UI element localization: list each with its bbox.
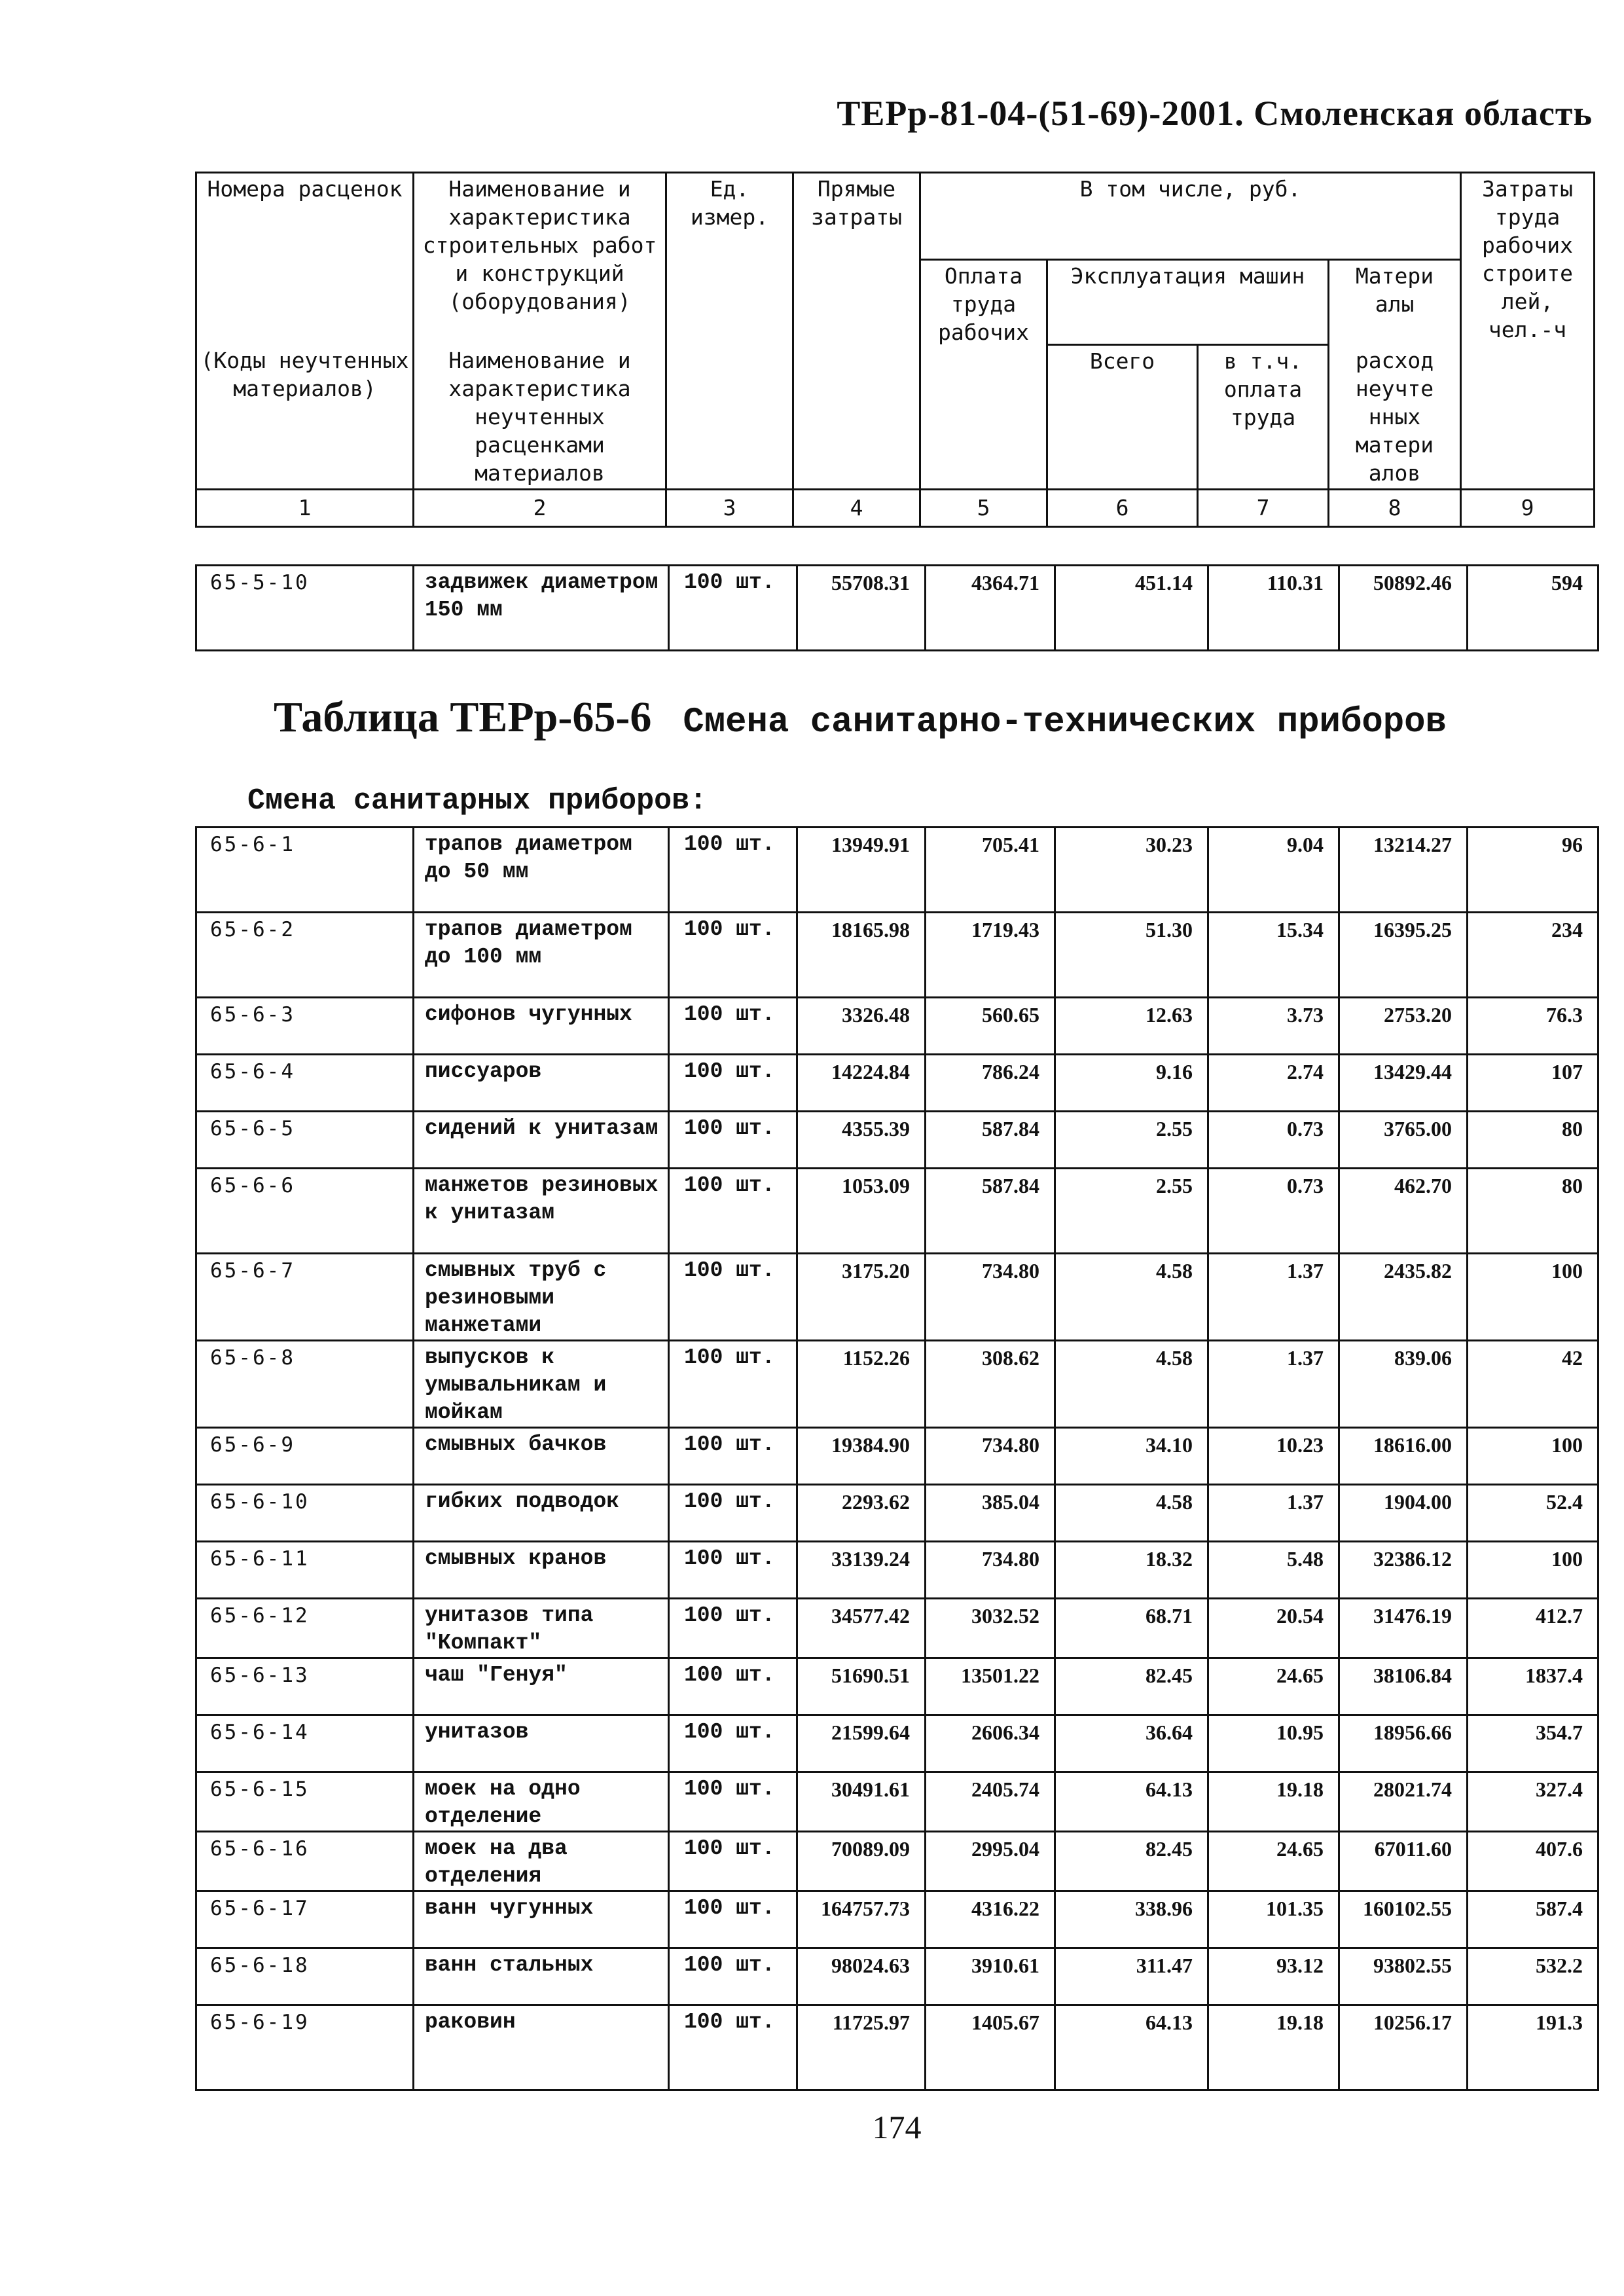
materials: 13214.27 (1339, 828, 1468, 913)
labor-hours: 191.3 (1468, 2005, 1598, 2090)
labor-pay: 587.84 (926, 1169, 1055, 1254)
table-row (196, 1341, 1598, 1428)
machines-total: 64.13 (1055, 1772, 1208, 1832)
page-number: 174 (872, 2109, 922, 2145)
table-row (196, 913, 1598, 998)
work-name: манжетов резиновых к унитазам (414, 1169, 669, 1254)
labor-pay: 705.41 (926, 828, 1055, 913)
rate-code: 65-6-1 (196, 828, 414, 913)
machines-total: 4.58 (1055, 1254, 1208, 1341)
labor-pay: 3910.61 (926, 1948, 1055, 2005)
header-name: Наименование и характеристика строительных работ и конструкций (оборудования) (414, 173, 666, 345)
work-name: моек на два отделения (414, 1832, 669, 1891)
materials: 462.70 (1339, 1169, 1468, 1254)
machines-labor: 24.65 (1208, 1658, 1339, 1715)
column-number: 4 (793, 489, 920, 526)
previous-rows-table (195, 564, 1599, 651)
machines-total: 451.14 (1055, 566, 1208, 651)
unit: 100 шт. (669, 2005, 797, 2090)
machines-total: 51.30 (1055, 913, 1208, 998)
labor-hours: 354.7 (1468, 1715, 1598, 1772)
direct-costs: 2293.62 (797, 1485, 926, 1542)
unit: 100 шт. (669, 1891, 797, 1948)
machines-labor: 19.18 (1208, 1772, 1339, 1832)
table-row (196, 1772, 1598, 1832)
work-name: унитазов типа "Компакт" (414, 1599, 669, 1658)
rate-code: 65-6-11 (196, 1542, 414, 1599)
machines-total: 2.55 (1055, 1112, 1208, 1169)
direct-costs: 14224.84 (797, 1055, 926, 1112)
running-head: ТЕРр-81-04-(51-69)-2001. Смоленская область (837, 94, 1593, 133)
direct-costs: 30491.61 (797, 1772, 926, 1832)
work-name: сидений к унитазам (414, 1112, 669, 1169)
machines-labor: 2.74 (1208, 1055, 1339, 1112)
machines-labor: 5.48 (1208, 1542, 1339, 1599)
direct-costs: 4355.39 (797, 1112, 926, 1169)
unit: 100 шт. (669, 566, 797, 651)
work-name: смывных кранов (414, 1542, 669, 1599)
machines-total: 12.63 (1055, 998, 1208, 1055)
direct-costs: 164757.73 (797, 1891, 926, 1948)
labor-hours: 107 (1468, 1055, 1598, 1112)
header-machines-group: Эксплуатация машин (1047, 260, 1329, 345)
labor-pay: 2995.04 (926, 1832, 1055, 1891)
materials: 67011.60 (1339, 1832, 1468, 1891)
rate-code: 65-6-9 (196, 1428, 414, 1485)
labor-hours: 532.2 (1468, 1948, 1598, 2005)
rate-code: 65-5-10 (196, 566, 414, 651)
table-title: Смена санитарно-технических приборов (683, 702, 1447, 742)
machines-total: 4.58 (1055, 1341, 1208, 1428)
labor-pay: 560.65 (926, 998, 1055, 1055)
machines-labor: 101.35 (1208, 1891, 1339, 1948)
direct-costs: 3326.48 (797, 998, 926, 1055)
header-unaccounted-codes: (Коды неучтенных материалов) (196, 345, 414, 490)
unit: 100 шт. (669, 1948, 797, 2005)
work-name: выпусков к умывальникам и мойкам (414, 1341, 669, 1428)
materials: 16395.25 (1339, 913, 1468, 998)
labor-hours: 100 (1468, 1428, 1598, 1485)
labor-pay: 2606.34 (926, 1715, 1055, 1772)
column-number: 1 (196, 489, 414, 526)
unit: 100 шт. (669, 1658, 797, 1715)
labor-pay: 2405.74 (926, 1772, 1055, 1832)
direct-costs: 98024.63 (797, 1948, 926, 2005)
work-name: смывных бачков (414, 1428, 669, 1485)
materials: 10256.17 (1339, 2005, 1468, 2090)
table-row (196, 1169, 1598, 1254)
materials: 3765.00 (1339, 1112, 1468, 1169)
labor-pay: 385.04 (926, 1485, 1055, 1542)
materials: 32386.12 (1339, 1542, 1468, 1599)
labor-pay: 786.24 (926, 1055, 1055, 1112)
unit: 100 шт. (669, 1599, 797, 1658)
machines-total: 34.10 (1055, 1428, 1208, 1485)
materials: 1904.00 (1339, 1485, 1468, 1542)
header-unaccounted-materials: расход неучте нных матери алов (1329, 345, 1461, 490)
labor-hours: 587.4 (1468, 1891, 1598, 1948)
direct-costs: 70089.09 (797, 1832, 926, 1891)
header-including-group: В том числе, руб. (920, 173, 1461, 260)
rate-code: 65-6-4 (196, 1055, 414, 1112)
column-number: 5 (920, 489, 1047, 526)
labor-hours: 52.4 (1468, 1485, 1598, 1542)
table-row (196, 1428, 1598, 1485)
work-name: раковин (414, 2005, 669, 2090)
unit: 100 шт. (669, 1055, 797, 1112)
labor-pay: 3032.52 (926, 1599, 1055, 1658)
labor-hours: 96 (1468, 828, 1598, 913)
header-direct-costs: Прямые затраты (793, 173, 920, 490)
labor-hours: 42 (1468, 1341, 1598, 1428)
machines-labor: 3.73 (1208, 998, 1339, 1055)
column-number: 9 (1461, 489, 1595, 526)
direct-costs: 55708.31 (797, 566, 926, 651)
machines-labor: 15.34 (1208, 913, 1339, 998)
machines-total: 311.47 (1055, 1948, 1208, 2005)
unit: 100 шт. (669, 1169, 797, 1254)
header-machines-labor: в т.ч. оплата труда (1198, 345, 1329, 490)
rate-code: 65-6-7 (196, 1254, 414, 1341)
table-row (196, 566, 1598, 651)
column-number: 6 (1047, 489, 1198, 526)
labor-pay: 1405.67 (926, 2005, 1055, 2090)
machines-labor: 24.65 (1208, 1832, 1339, 1891)
unit: 100 шт. (669, 1112, 797, 1169)
labor-hours: 100 (1468, 1542, 1598, 1599)
work-name: ванн стальных (414, 1948, 669, 2005)
unit: 100 шт. (669, 1485, 797, 1542)
column-number: 8 (1329, 489, 1461, 526)
labor-hours: 80 (1468, 1112, 1598, 1169)
materials: 2753.20 (1339, 998, 1468, 1055)
machines-total: 2.55 (1055, 1169, 1208, 1254)
labor-hours: 327.4 (1468, 1772, 1598, 1832)
machines-total: 82.45 (1055, 1658, 1208, 1715)
labor-hours: 234 (1468, 913, 1598, 998)
labor-pay: 734.80 (926, 1542, 1055, 1599)
rate-code: 65-6-17 (196, 1891, 414, 1948)
direct-costs: 11725.97 (797, 2005, 926, 2090)
labor-pay: 1719.43 (926, 913, 1055, 998)
unit: 100 шт. (669, 1341, 797, 1428)
header-codes: Номера расценок (196, 173, 414, 345)
column-number: 3 (666, 489, 793, 526)
materials: 18956.66 (1339, 1715, 1468, 1772)
machines-total: 64.13 (1055, 2005, 1208, 2090)
machines-labor: 0.73 (1208, 1169, 1339, 1254)
direct-costs: 18165.98 (797, 913, 926, 998)
direct-costs: 34577.42 (797, 1599, 926, 1658)
unit: 100 шт. (669, 998, 797, 1055)
column-header-table (195, 172, 1595, 528)
table-row (196, 2005, 1598, 2090)
table-row (196, 1599, 1598, 1658)
header-unit: Ед. измер. (666, 173, 793, 490)
machines-total: 9.16 (1055, 1055, 1208, 1112)
machines-total: 18.32 (1055, 1542, 1208, 1599)
direct-costs: 1053.09 (797, 1169, 926, 1254)
section-title: Смена санитарных приборов: (247, 784, 708, 818)
labor-pay: 587.84 (926, 1112, 1055, 1169)
materials: 38106.84 (1339, 1658, 1468, 1715)
work-name: сифонов чугунных (414, 998, 669, 1055)
rate-code: 65-6-16 (196, 1832, 414, 1891)
rate-code: 65-6-12 (196, 1599, 414, 1658)
rate-code: 65-6-10 (196, 1485, 414, 1542)
header-materials: Матери алы (1329, 260, 1461, 345)
unit: 100 шт. (669, 913, 797, 998)
work-name: моек на одно отделение (414, 1772, 669, 1832)
work-name: унитазов (414, 1715, 669, 1772)
machines-labor: 19.18 (1208, 2005, 1339, 2090)
materials: 160102.55 (1339, 1891, 1468, 1948)
column-number: 2 (414, 489, 666, 526)
unit: 100 шт. (669, 1542, 797, 1599)
materials: 93802.55 (1339, 1948, 1468, 2005)
machines-labor: 1.37 (1208, 1341, 1339, 1428)
machines-total: 338.96 (1055, 1891, 1208, 1948)
direct-costs: 21599.64 (797, 1715, 926, 1772)
unit: 100 шт. (669, 828, 797, 913)
direct-costs: 19384.90 (797, 1428, 926, 1485)
machines-labor: 93.12 (1208, 1948, 1339, 2005)
labor-hours: 100 (1468, 1254, 1598, 1341)
header-unaccounted-names: Наименование и характеристика неучтенных расценками материалов (414, 345, 666, 490)
rate-code: 65-6-15 (196, 1772, 414, 1832)
machines-total: 36.64 (1055, 1715, 1208, 1772)
rate-code: 65-6-5 (196, 1112, 414, 1169)
materials: 18616.00 (1339, 1428, 1468, 1485)
table-row (196, 1485, 1598, 1542)
labor-hours: 407.6 (1468, 1832, 1598, 1891)
machines-labor: 1.37 (1208, 1485, 1339, 1542)
direct-costs: 1152.26 (797, 1341, 926, 1428)
machines-labor: 9.04 (1208, 828, 1339, 913)
machines-labor: 110.31 (1208, 566, 1339, 651)
rate-code: 65-6-3 (196, 998, 414, 1055)
direct-costs: 13949.91 (797, 828, 926, 913)
unit: 100 шт. (669, 1254, 797, 1341)
table-row (196, 1542, 1598, 1599)
work-name: трапов диаметром до 50 мм (414, 828, 669, 913)
rate-code: 65-6-2 (196, 913, 414, 998)
materials: 13429.44 (1339, 1055, 1468, 1112)
column-number: 7 (1198, 489, 1329, 526)
table-row (196, 1658, 1598, 1715)
labor-hours: 80 (1468, 1169, 1598, 1254)
table-row (196, 998, 1598, 1055)
work-name: ванн чугунных (414, 1891, 669, 1948)
labor-pay: 4364.71 (926, 566, 1055, 651)
work-name: задвижек диаметром 150 мм (414, 566, 669, 651)
direct-costs: 33139.24 (797, 1542, 926, 1599)
machines-total: 30.23 (1055, 828, 1208, 913)
rate-code: 65-6-6 (196, 1169, 414, 1254)
header-machines-total: Всего (1047, 345, 1198, 490)
machines-total: 4.58 (1055, 1485, 1208, 1542)
table-row (196, 1891, 1598, 1948)
rate-code: 65-6-14 (196, 1715, 414, 1772)
machines-labor: 20.54 (1208, 1599, 1339, 1658)
machines-total: 68.71 (1055, 1599, 1208, 1658)
rate-code: 65-6-19 (196, 2005, 414, 2090)
header-labor-pay: Оплата труда рабочих (920, 260, 1047, 490)
materials: 50892.46 (1339, 566, 1468, 651)
rate-code: 65-6-13 (196, 1658, 414, 1715)
labor-pay: 13501.22 (926, 1658, 1055, 1715)
table-row (196, 1715, 1598, 1772)
rates-table (195, 826, 1599, 2091)
unit: 100 шт. (669, 1772, 797, 1832)
rate-code: 65-6-8 (196, 1341, 414, 1428)
work-name: чаш "Генуя" (414, 1658, 669, 1715)
materials: 2435.82 (1339, 1254, 1468, 1341)
table-caption (274, 693, 1447, 742)
table-number: Таблица ТЕРр-65-6 (274, 693, 652, 741)
table-row (196, 1948, 1598, 2005)
table-row (196, 828, 1598, 913)
rate-code: 65-6-18 (196, 1948, 414, 2005)
machines-labor: 10.23 (1208, 1428, 1339, 1485)
machines-total: 82.45 (1055, 1832, 1208, 1891)
machines-labor: 1.37 (1208, 1254, 1339, 1341)
unit: 100 шт. (669, 1428, 797, 1485)
machines-labor: 0.73 (1208, 1112, 1339, 1169)
labor-hours: 412.7 (1468, 1599, 1598, 1658)
labor-hours: 594 (1468, 566, 1598, 651)
table-row (196, 1112, 1598, 1169)
work-name: писсуаров (414, 1055, 669, 1112)
direct-costs: 3175.20 (797, 1254, 926, 1341)
labor-pay: 4316.22 (926, 1891, 1055, 1948)
machines-labor: 10.95 (1208, 1715, 1339, 1772)
header-labor-hours: Затраты труда рабочих строите лей, чел.-ч (1461, 173, 1595, 490)
direct-costs: 51690.51 (797, 1658, 926, 1715)
unit: 100 шт. (669, 1715, 797, 1772)
materials: 839.06 (1339, 1341, 1468, 1428)
work-name: гибких подводок (414, 1485, 669, 1542)
unit: 100 шт. (669, 1832, 797, 1891)
work-name: трапов диаметром до 100 мм (414, 913, 669, 998)
table-row (196, 1055, 1598, 1112)
table-row (196, 1254, 1598, 1341)
table-row (196, 1832, 1598, 1891)
labor-pay: 734.80 (926, 1254, 1055, 1341)
materials: 28021.74 (1339, 1772, 1468, 1832)
labor-hours: 1837.4 (1468, 1658, 1598, 1715)
labor-pay: 734.80 (926, 1428, 1055, 1485)
labor-pay: 308.62 (926, 1341, 1055, 1428)
labor-hours: 76.3 (1468, 998, 1598, 1055)
materials: 31476.19 (1339, 1599, 1468, 1658)
work-name: смывных труб с резиновыми манжетами (414, 1254, 669, 1341)
